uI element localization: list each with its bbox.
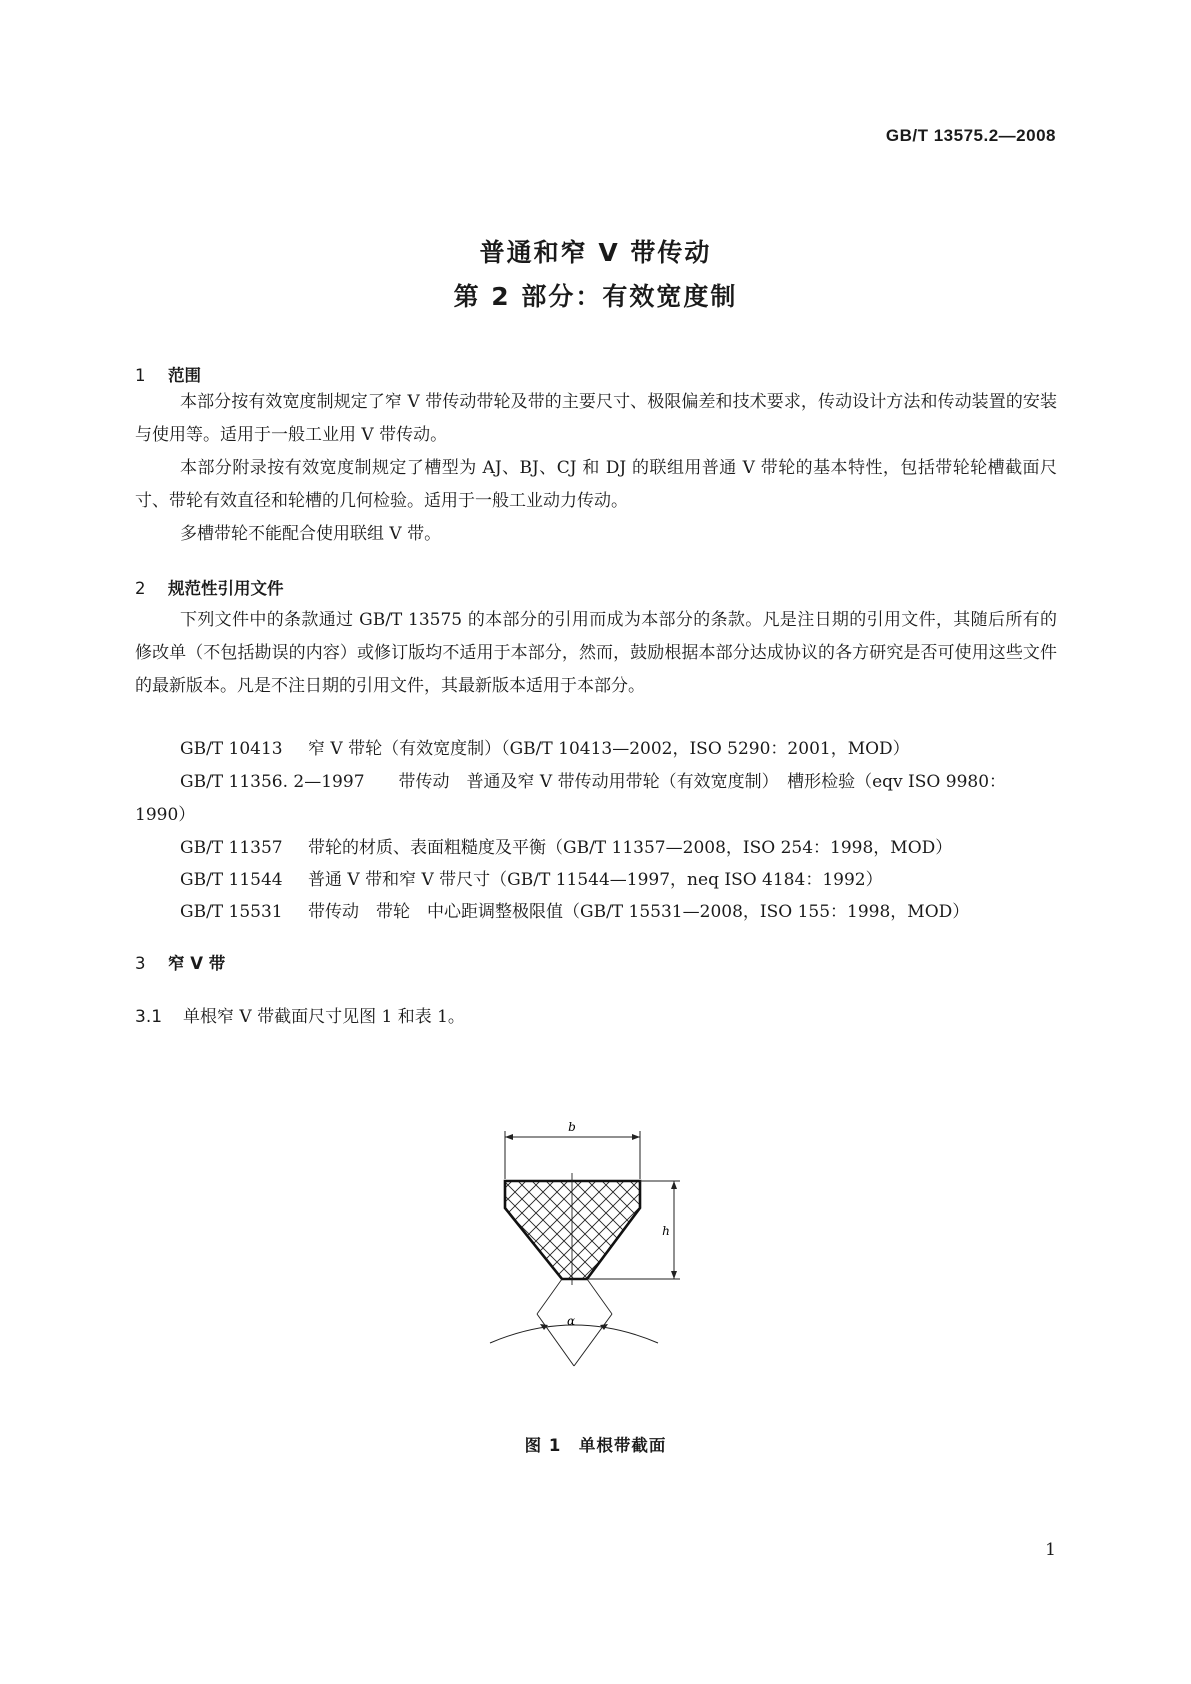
arrowhead — [632, 1134, 640, 1140]
figure-caption: 图 1 单根带截面 — [524, 1436, 667, 1455]
section-title: 规范性引用文件 — [168, 579, 284, 598]
reference-title: 带轮的材质、表面粗糙度及平衡（GB/T 11357—2008，ISO 254：1998，MOD） — [308, 838, 953, 858]
clause-text: 单根窄 V 带截面尺寸见图 1 和表 1。 — [183, 1007, 465, 1027]
clause-3-1 — [135, 1002, 465, 1027]
section-number: 2 — [135, 579, 146, 598]
label-h: h — [662, 1224, 670, 1238]
reference-code: GB/T 11544 — [180, 870, 283, 890]
reference-title: 带传动 带轮 中心距调整极限值（GB/T 15531—2008，ISO 155：1998，MOD） — [308, 902, 970, 922]
paragraph: 下列文件中的条款通过 GB/T 13575 的本部分的引用而成为本部分的条款。凡是注日期的引用文件，其随后所有的修改单（不包括勘误的内容）或修订版均不适用于本部分，然而，鼓励根据本部分达成协议的各方研究是否可使用这些文件的最新版本。凡是不注日期的引用文件，其最新版本适用于本部分。 — [135, 610, 1057, 696]
paragraph: 多槽带轮不能配合使用联组 V 带。 — [180, 524, 442, 544]
paragraph: 本部分附录按有效宽度制规定了槽型为 AJ、BJ、CJ 和 DJ 的联组用普通 V 带轮的基本特性，包括带轮轮槽截面尺寸、带轮有效直径和轮槽的几何检验。适用于一般工业动力传动。 — [135, 458, 1057, 511]
document-subtitle: 第 2 部分：有效宽度制 — [453, 282, 738, 311]
reference-title: 普通 V 带和窄 V 带尺寸（GB/T 11544—1997，neq ISO 4184：1992） — [308, 870, 883, 890]
reference-code: GB/T 11357 — [180, 838, 283, 858]
paragraph: 本部分按有效宽度制规定了窄 V 带传动带轮及带的主要尺寸、极限偏差和技术要求，传动设计方法和传动装置的安装与使用等。适用于一般工业用 V 带传动。 — [135, 392, 1057, 445]
reference-code: GB/T 10413 — [180, 739, 283, 759]
document-title: 普通和窄 V 带传动 — [479, 238, 712, 267]
angle-extension-line — [587, 1279, 612, 1314]
section-3-heading — [135, 950, 225, 974]
label-b: b — [568, 1120, 576, 1134]
reference-item — [180, 832, 952, 865]
reference-item — [180, 733, 910, 766]
reference-title: 窄 V 带轮（有效宽度制）（GB/T 10413—2002，ISO 5290：2001，MOD） — [308, 739, 910, 759]
label-alpha: α — [566, 1314, 576, 1328]
reference-item — [135, 766, 1057, 832]
belt-cross-section-figure — [480, 1115, 710, 1370]
angle-extension-line — [537, 1279, 562, 1314]
section-2-heading — [135, 575, 284, 599]
reference-code: GB/T 15531 — [180, 902, 283, 922]
page-number: 1 — [1045, 1540, 1056, 1560]
section-title: 范围 — [168, 366, 201, 385]
reference-title: 带传动 普通及窄 V 带传动用带轮（有效宽度制） 槽形检验（eqv ISO 9980：1990） — [135, 772, 1007, 825]
reference-item — [180, 896, 969, 929]
belt-section — [505, 1181, 640, 1279]
angle-leg — [574, 1314, 612, 1366]
section-1-heading — [135, 362, 201, 386]
arrowhead — [505, 1134, 513, 1140]
arrowhead — [671, 1271, 677, 1279]
clause-number: 3.1 — [135, 1007, 163, 1027]
reference-item — [180, 864, 883, 897]
section-number: 3 — [135, 954, 146, 973]
section-number: 1 — [135, 366, 146, 385]
section-title: 窄 V 带 — [168, 954, 226, 973]
arrowhead — [671, 1181, 677, 1189]
standard-code: GB/T 13575.2—2008 — [885, 126, 1056, 145]
reference-code: GB/T 11356. 2—1997 — [180, 772, 365, 792]
